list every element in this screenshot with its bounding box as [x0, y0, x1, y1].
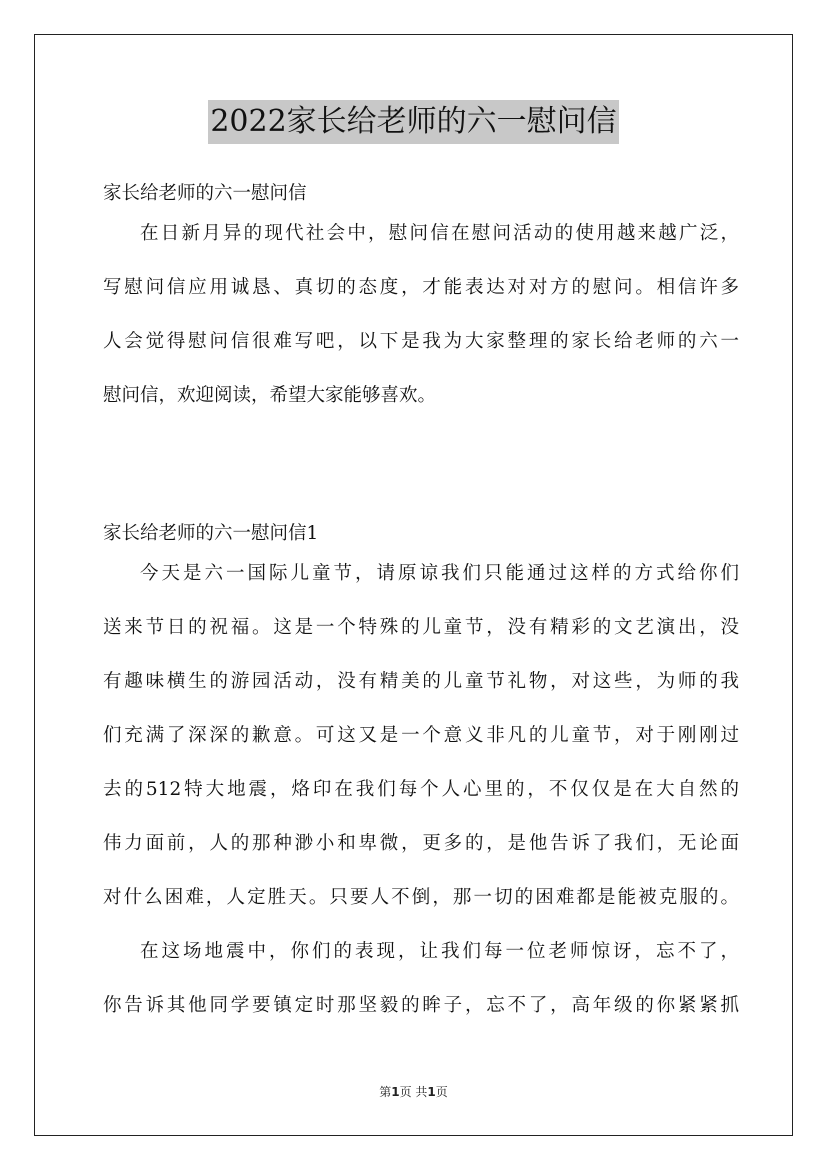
page-label-prefix: 第	[379, 1085, 392, 1099]
paragraph-line: 们充满了深深的歉意。可这又是一个意义非凡的儿童节，对于刚刚过	[103, 725, 739, 746]
page-current: 1	[391, 1085, 400, 1099]
paragraph-line: 慰问信，欢迎阅读，希望大家能够喜欢。	[103, 385, 437, 406]
paragraph-line: 伟力面前，人的那种渺小和卑微，更多的，是他告诉了我们，无论面	[103, 833, 739, 854]
paragraph-line: 有趣味横生的游园活动，没有精美的儿童节礼物，对这些，为师的我	[103, 671, 739, 692]
intro-paragraph	[103, 214, 739, 430]
paragraph-line: 送来节日的祝福。这是一个特殊的儿童节，没有精彩的文艺演出，没	[103, 617, 739, 638]
paragraph-line: 去的512特大地震，烙印在我们每个人心里的，不仅仅是在大自然的	[103, 779, 739, 800]
paragraph-line: 今天是六一国际儿童节，请原谅我们只能通过这样的方式给你们	[140, 563, 739, 584]
letter1-paragraph-2	[103, 932, 739, 1040]
paragraph-line: 在这场地震中，你们的表现，让我们每一位老师惊讶，忘不了，	[140, 941, 739, 962]
page-total: 1	[427, 1085, 436, 1099]
letter1-paragraph-1	[103, 554, 739, 932]
paragraph-line: 在日新月异的现代社会中，慰问信在慰问活动的使用越来越广泛，	[140, 223, 739, 244]
paragraph-line: 写慰问信应用诚恳、真切的态度，才能表达对对方的慰问。相信许多	[103, 277, 739, 298]
document-body	[103, 174, 739, 1040]
page-footer	[0, 1083, 827, 1101]
paragraph-line: 对什么困难，人定胜天。只要人不倒，那一切的困难都是能被克服的。	[103, 887, 739, 908]
document-title: 2022家长给老师的六一慰问信	[208, 100, 618, 144]
page-label-mid: 页 共	[399, 1085, 428, 1099]
paragraph-line: 人会觉得慰问信很难写吧，以下是我为大家整理的家长给老师的六一	[103, 331, 739, 352]
letter1-heading: 家长给老师的六一慰问信1	[103, 523, 319, 544]
title-container	[0, 100, 827, 144]
paragraph-line: 你告诉其他同学要镇定时那坚毅的眸子，忘不了，高年级的你紧紧抓	[103, 995, 739, 1016]
page-label-suffix: 页	[435, 1085, 448, 1099]
intro-heading: 家长给老师的六一慰问信	[103, 183, 307, 204]
